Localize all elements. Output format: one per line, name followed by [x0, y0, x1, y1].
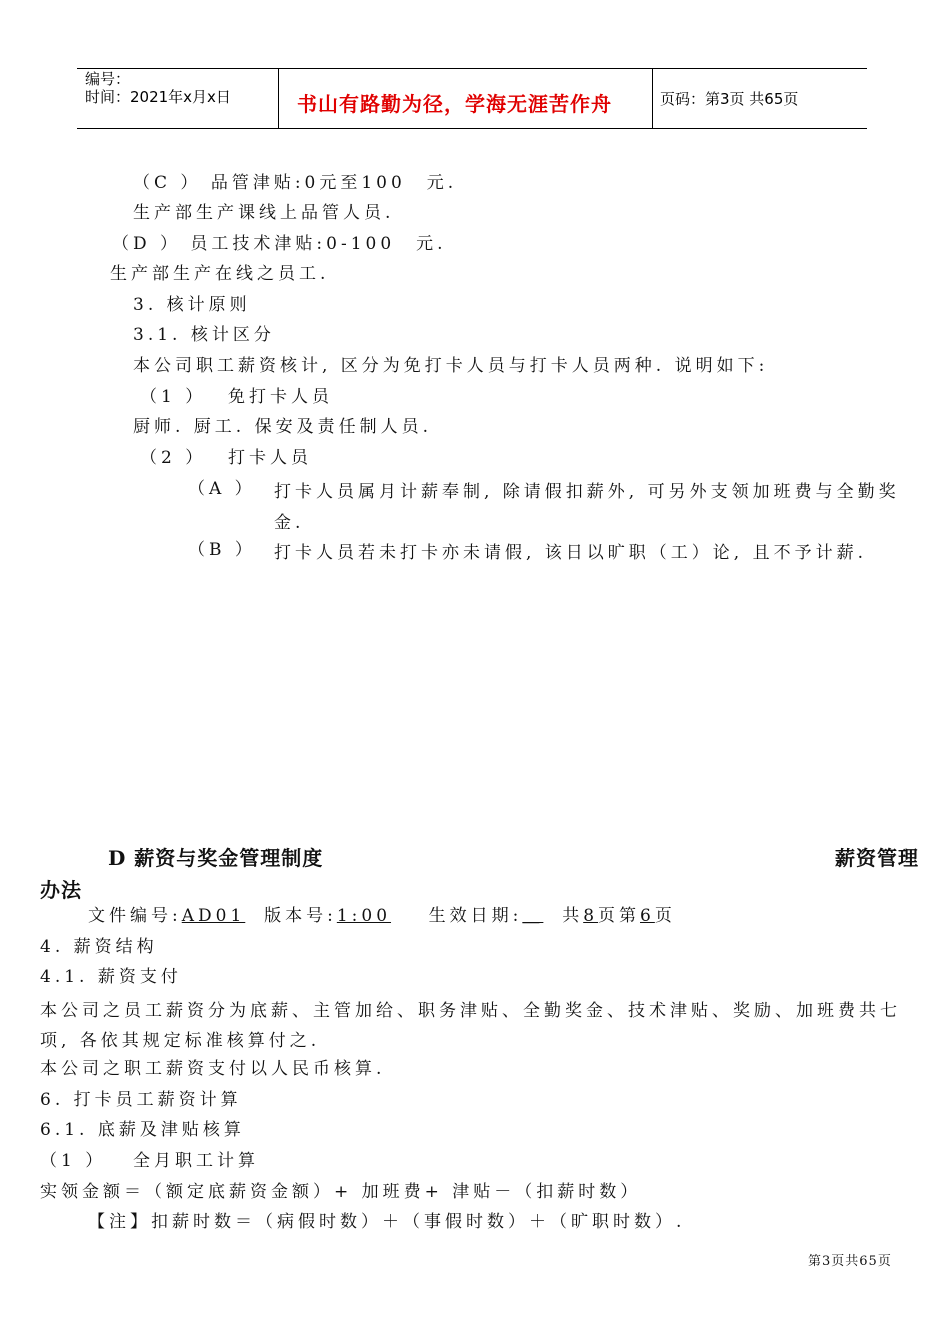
- header-divider-1: [278, 68, 279, 129]
- total-pre: 共: [562, 906, 584, 926]
- doc-title-right: 薪资管理: [835, 846, 919, 870]
- header-motto: 书山有路勤为径，学海无涯苦作舟: [297, 92, 612, 116]
- item-2-label: 打卡人员: [228, 448, 312, 468]
- total-pages: 8: [583, 906, 599, 926]
- doc-title-cont: 办法: [40, 878, 82, 902]
- version-value: 1:00: [336, 906, 392, 926]
- item-1-number-2: （1 ）: [40, 1151, 107, 1171]
- item-1-label-2: 全月职工计算: [133, 1151, 259, 1171]
- date-label: 生效日期:: [428, 906, 523, 926]
- header-bottom-rule: [77, 128, 867, 129]
- salary-structure-paragraph: 本公司之员工薪资分为底薪、主管加给、职务津贴、全勤奖金、技术津贴、奖励、加班费共七项, 各依其规定标准核算付之.: [40, 1001, 901, 1051]
- item-1-desc: 厨师. 厨工. 保安及责任制人员.: [133, 417, 433, 437]
- code-label: 编号：: [85, 70, 131, 88]
- heading-4: 4. 薪资结构: [40, 937, 158, 957]
- allowance-d: （D ） 员工技术津贴:0-100 元.: [112, 234, 447, 254]
- page-footer: 第3页共65页: [808, 1254, 892, 1269]
- allowance-c-desc: 生产部生产课线上品管人员.: [133, 203, 395, 223]
- doc-no-label: 文件编号:: [88, 906, 182, 926]
- doc-meta-line: [88, 905, 676, 927]
- heading-6-1: 6.1. 底薪及津贴核算: [40, 1120, 245, 1140]
- sub-item-b-text: 打卡人员若未打卡亦未请假, 该日以旷职（工）论, 且不予计薪.: [274, 543, 868, 563]
- item-2-number: （2 ）: [140, 448, 207, 468]
- total-post: 页第: [598, 906, 641, 926]
- rule-intro: 本公司职工薪资核计, 区分为免打卡人员与打卡人员两种. 说明如下:: [133, 356, 769, 376]
- payment-currency-paragraph: 本公司之职工薪资支付以人民币核算.: [40, 1059, 386, 1079]
- item-1-number: （1 ）: [140, 387, 207, 407]
- heading-3: 3. 核计原则: [133, 295, 251, 315]
- heading-4-1: 4.1. 薪资支付: [40, 967, 182, 987]
- page-post: 页: [654, 906, 676, 926]
- page-no: 6: [640, 906, 655, 926]
- allowance-c: （C ） 品管津贴:0元至100 元.: [133, 173, 458, 193]
- item-1-label: 免打卡人员: [228, 387, 333, 407]
- allowance-d-desc: 生产部生产在线之员工.: [110, 264, 330, 284]
- version-label: 版本号:: [264, 906, 337, 926]
- salary-formula: 实领金额＝（额定底薪资金额）+ 加班费+ 津贴－（扣薪时数）: [40, 1182, 642, 1202]
- sub-item-a-label: （A ）: [188, 479, 256, 499]
- header-page-info: 页码：第3页 共65页: [660, 90, 799, 108]
- header-divider-2: [652, 68, 653, 129]
- doc-no: AD01: [181, 906, 246, 926]
- sub-item-a-text: 打卡人员属月计薪奉制, 除请假扣薪外, 可另外支领加班费与全勤奖金.: [274, 482, 900, 533]
- formula-note: 【注】扣薪时数＝（病假时数）＋（事假时数）＋（旷职时数）.: [88, 1212, 686, 1232]
- date-blank: ＿: [522, 906, 544, 926]
- doc-title: D 薪资与奖金管理制度: [108, 846, 324, 870]
- header-top-rule: [77, 68, 867, 69]
- time-label: 时间：2021年x月x日: [85, 88, 231, 106]
- sub-item-b-label: （B ）: [188, 540, 256, 560]
- heading-6: 6. 打卡员工薪资计算: [40, 1090, 242, 1110]
- heading-3-1: 3.1. 核计区分: [133, 325, 275, 345]
